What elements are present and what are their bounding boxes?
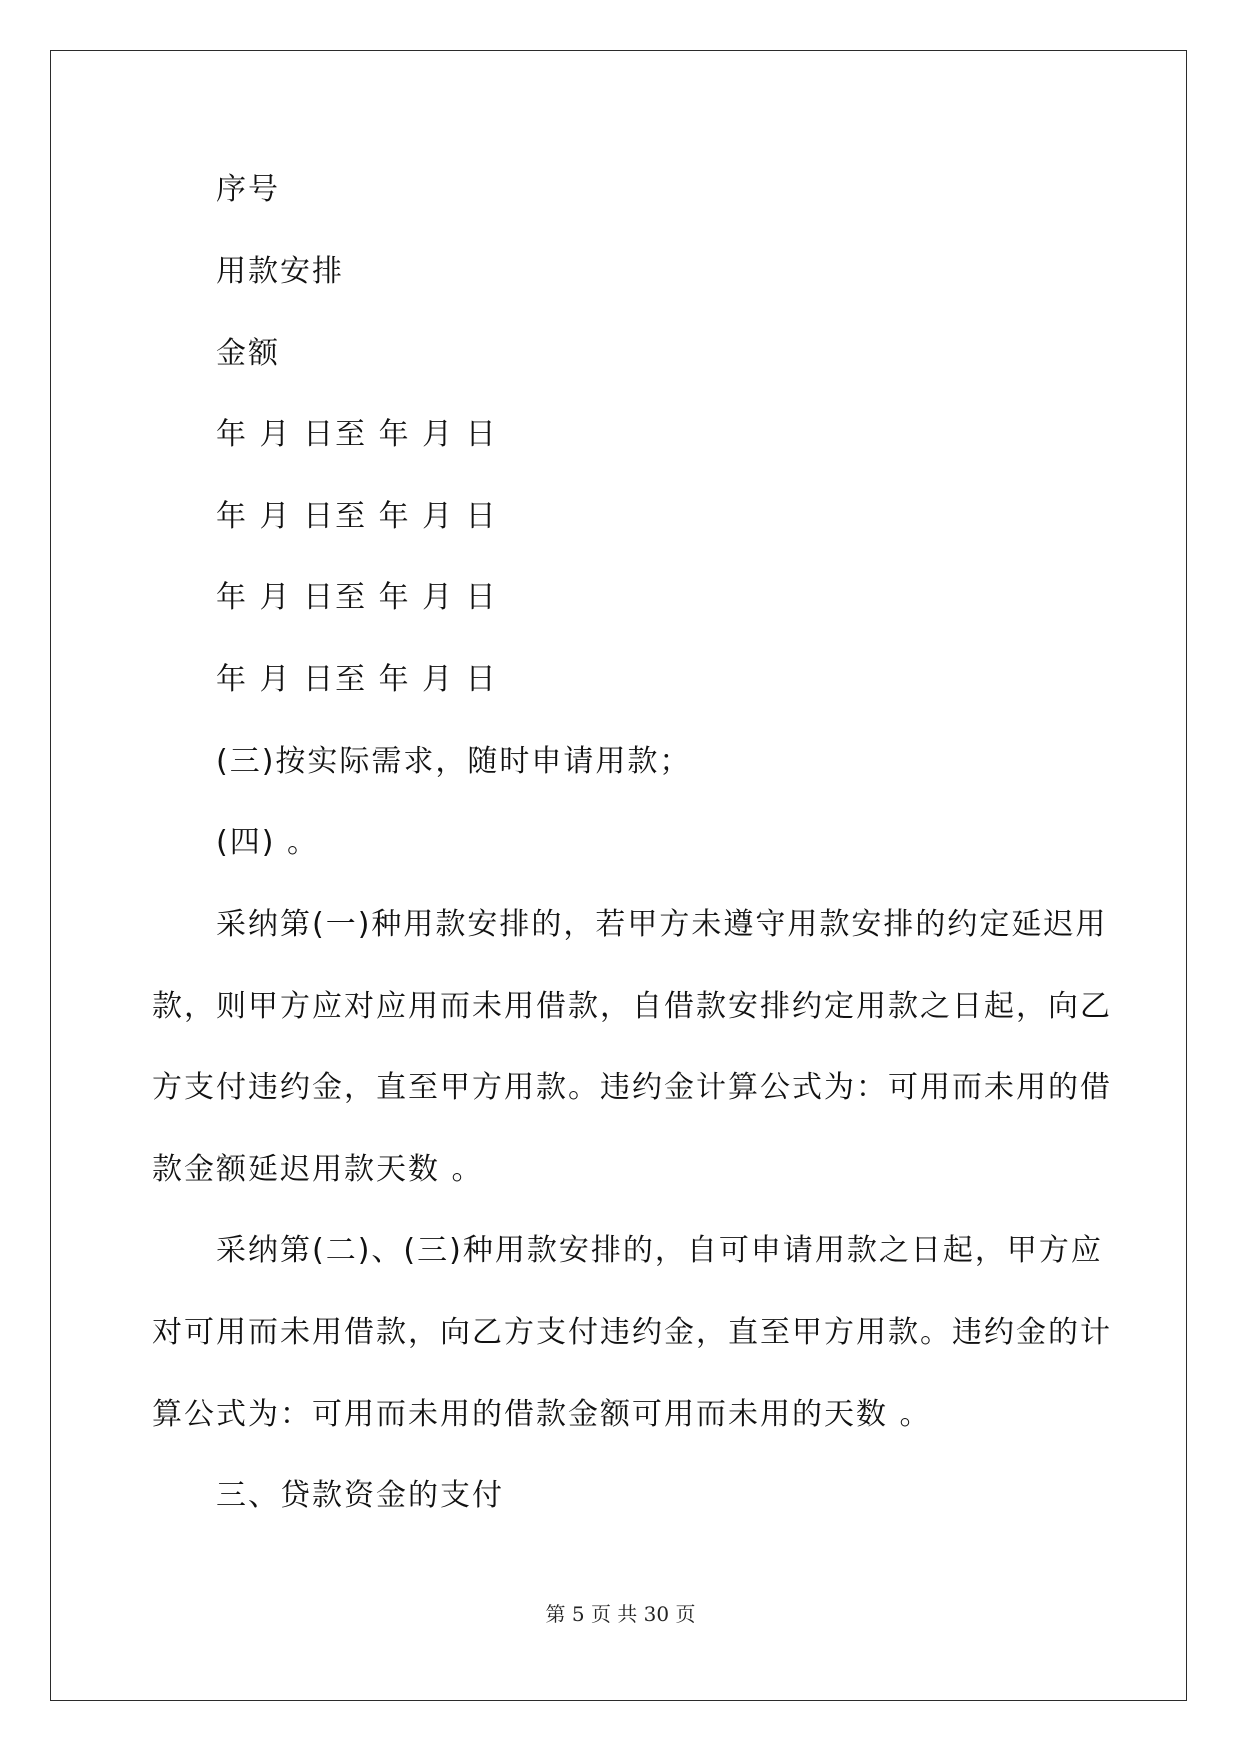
paragraph-1-line-1: 采纳第(一)种用款安排的，若甲方未遵守用款安排的约定延迟用 <box>216 907 1108 942</box>
table-header-index: 序号 <box>216 172 280 207</box>
clause-item-3: (三)按实际需求，随时申请用款； <box>216 744 692 779</box>
clause-item-4: (四) 。 <box>216 825 319 860</box>
paragraph-2-line-1: 采纳第(二)、(三)种用款安排的，自可申请用款之日起，甲方应 <box>216 1233 1103 1268</box>
page-border <box>50 50 1187 1701</box>
table-header-plan: 用款安排 <box>216 254 344 289</box>
date-range-row-4: 年 月 日至 年 月 日 <box>216 662 498 697</box>
date-range-row-3: 年 月 日至 年 月 日 <box>216 580 498 615</box>
paragraph-2-line-2: 对可用而未用借款，向乙方支付违约金，直至甲方用款。违约金的计 <box>152 1315 1112 1350</box>
date-range-row-2: 年 月 日至 年 月 日 <box>216 499 498 534</box>
paragraph-1-line-4: 款金额延迟用款天数 。 <box>152 1152 484 1187</box>
date-range-row-1: 年 月 日至 年 月 日 <box>216 417 498 452</box>
page-number-footer: 第 5 页 共 30 页 <box>545 1602 696 1626</box>
section-heading: 三、贷款资金的支付 <box>216 1478 504 1513</box>
paragraph-1-line-3: 方支付违约金，直至甲方用款。违约金计算公式为：可用而未用的借 <box>152 1070 1112 1105</box>
paragraph-2-line-3: 算公式为：可用而未用的借款金额可用而未用的天数 。 <box>152 1397 932 1432</box>
paragraph-1-line-2: 款，则甲方应对应用而未用借款，自借款安排约定用款之日起，向乙 <box>152 989 1112 1024</box>
table-header-amount: 金额 <box>216 336 280 371</box>
